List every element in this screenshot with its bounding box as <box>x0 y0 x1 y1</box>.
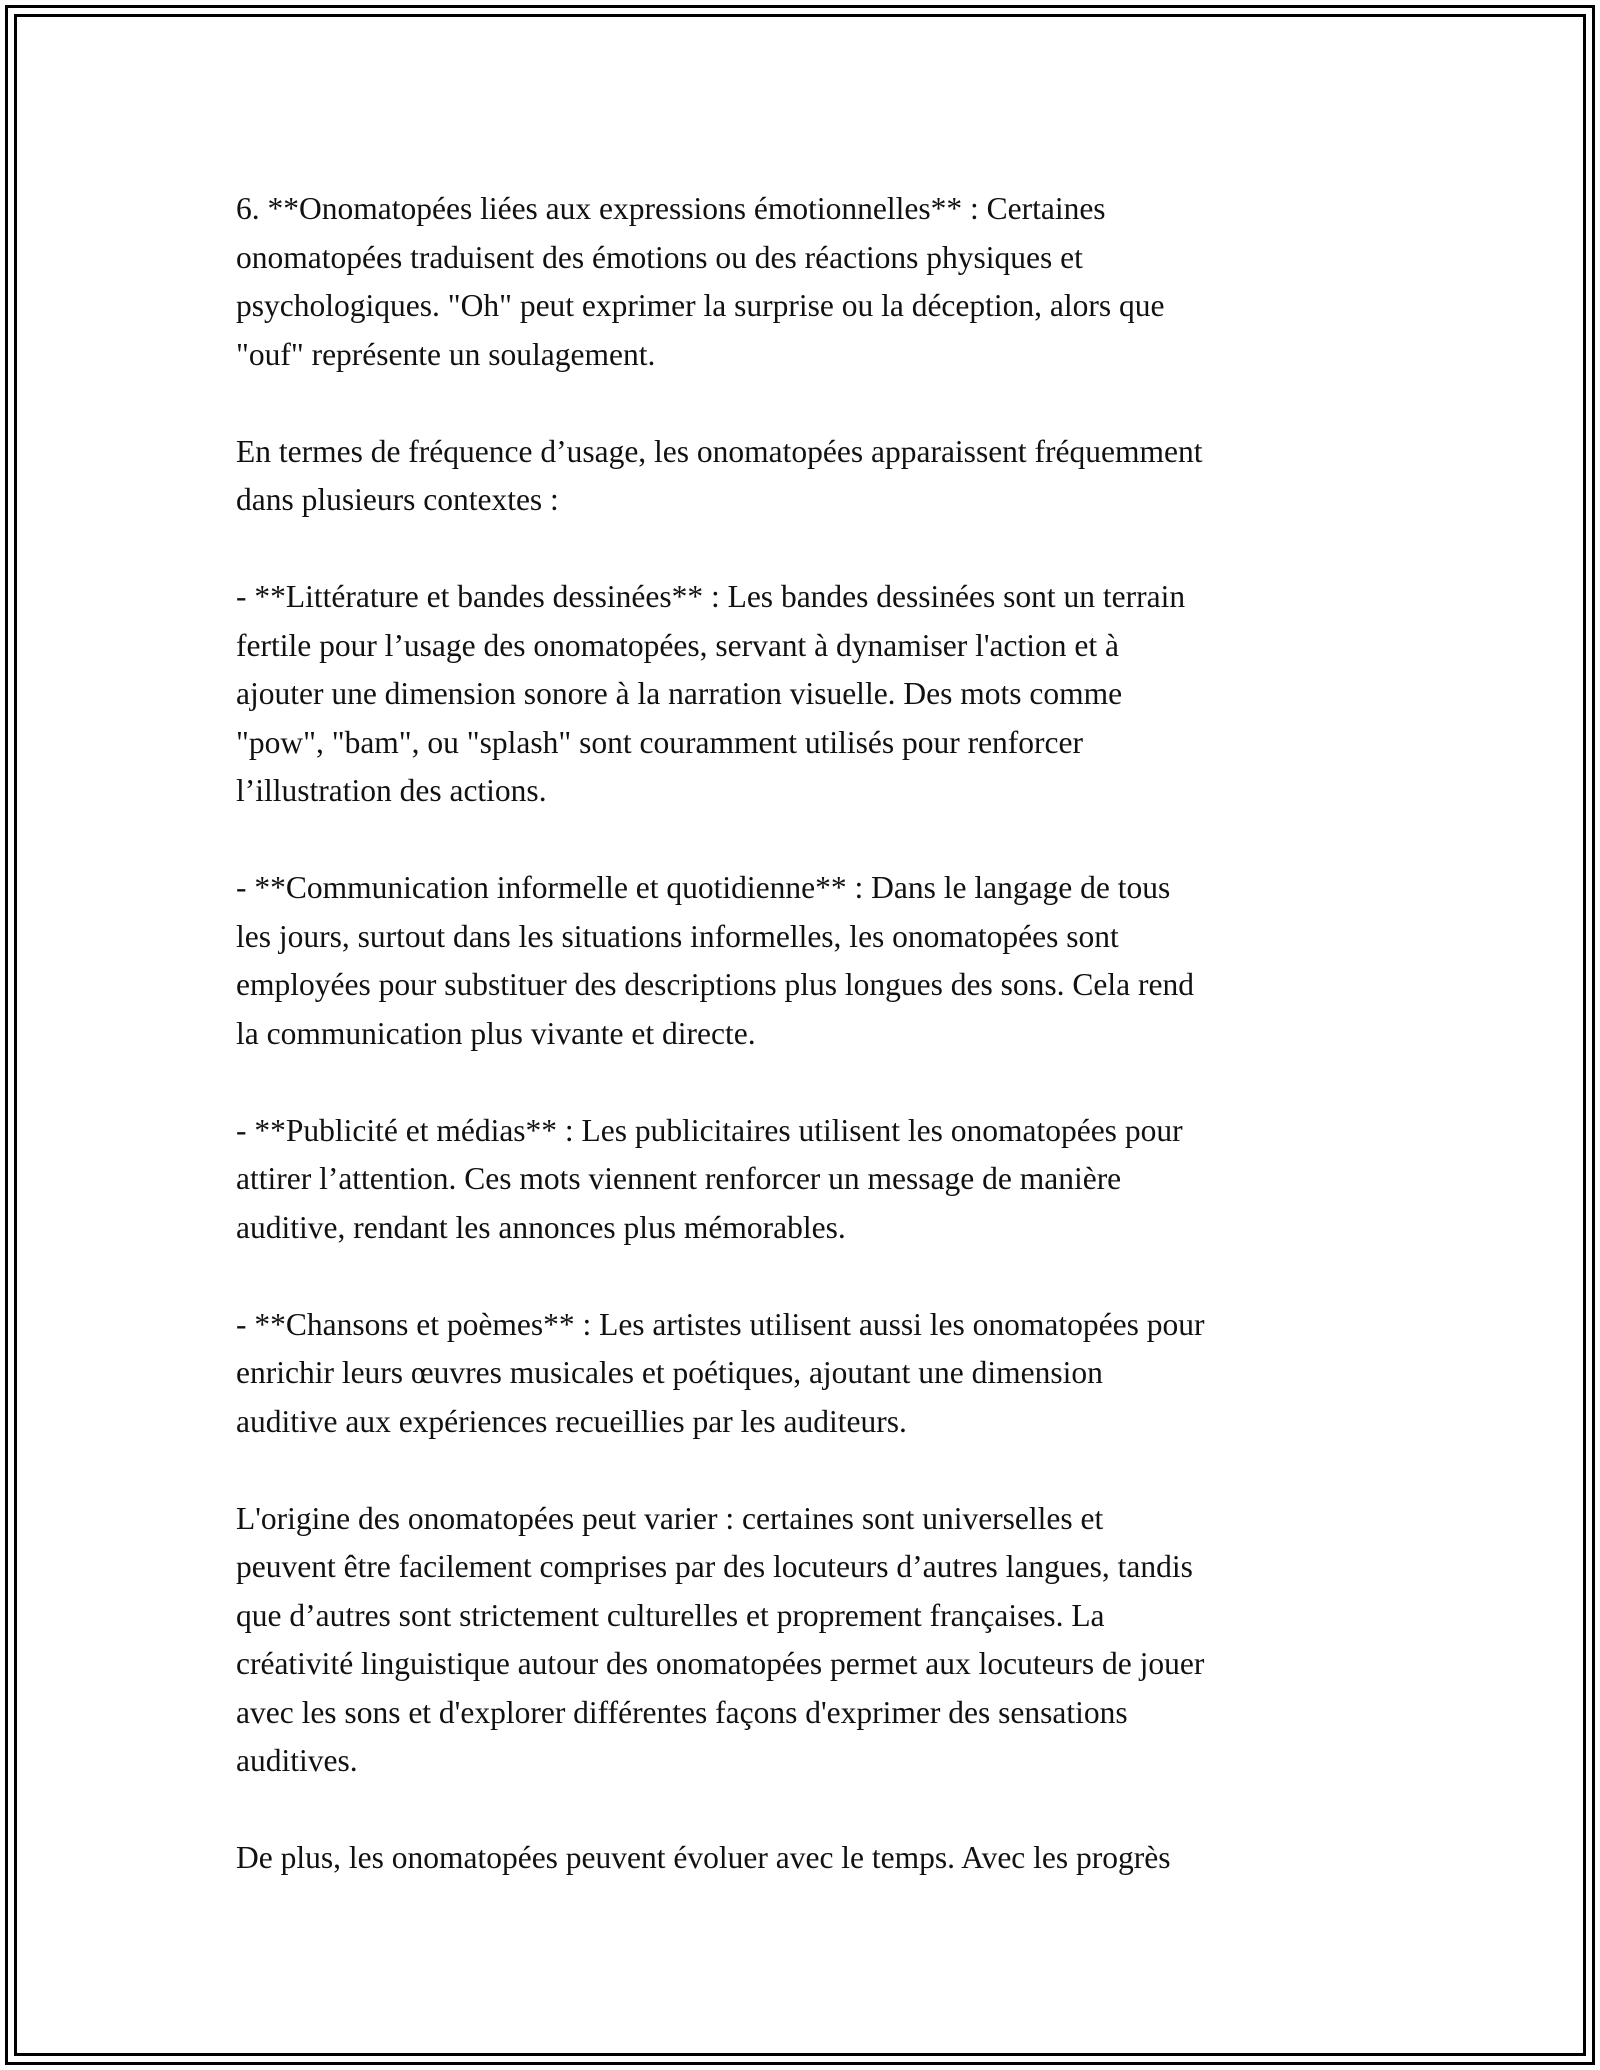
document-body <box>236 185 1386 1883</box>
paragraph-advertising-media: - **Publicité et médias** : Les publicitaires utilisent les onomatopées pour attirer l’attention. Ces mots viennent renforcer un message de manière auditive, rendant les annonces plus mémorables. <box>236 1112 1183 1245</box>
paragraph-emotional-onomatopoeia: 6. **Onomatopées liées aux expressions émotionnelles** : Certaines onomatopées traduisent des émotions ou des réactions physiques et psychologiques. "Oh" peut exprimer la surprise ou la déception, alors que "ouf" représente un soulagement. <box>236 191 1165 372</box>
paragraph-literature-comics: - **Littérature et bandes dessinées** : Les bandes dessinées sont un terrain fertile pour l’usage des onomatopées, servant à dynamiser l'action et à ajouter une dimension sonore à la narration visuelle. Des mots comme "pow", "bam", ou "splash" sont couramment utilisés pour renforcer l’illustration des actions. <box>236 579 1186 808</box>
paragraph-evolution: De plus, les onomatopées peuvent évoluer avec le temps. Avec les progrès <box>236 1840 1171 1875</box>
paragraph-origin: L'origine des onomatopées peut varier : certaines sont universelles et peuvent être facilement comprises par des locuteurs d’autres langues, tandis que d’autres sont strictement culturelles et proprement françaises. La créativité linguistique autour des onomatopées permet aux locuteurs de jouer avec les sons et d'explorer différentes façons d'exprimer des sensations auditives. <box>236 1500 1205 1778</box>
paragraph-informal-communication: - **Communication informelle et quotidienne** : Dans le langage de tous les jours, surtout dans les situations informelles, les onomatopées sont employées pour substituer des descriptions plus longues des sons. Cela rend la communication plus vivante et directe. <box>236 870 1194 1051</box>
paragraph-songs-poems: - **Chansons et poèmes** : Les artistes utilisent aussi les onomatopées pour enrichir leurs œuvres musicales et poétiques, ajoutant une dimension auditive aux expériences recueillies par les auditeurs. <box>236 1306 1205 1439</box>
paragraph-usage-frequency: En termes de fréquence d’usage, les onomatopées apparaissent fréquemment dans plusieurs contextes : <box>236 433 1203 517</box>
